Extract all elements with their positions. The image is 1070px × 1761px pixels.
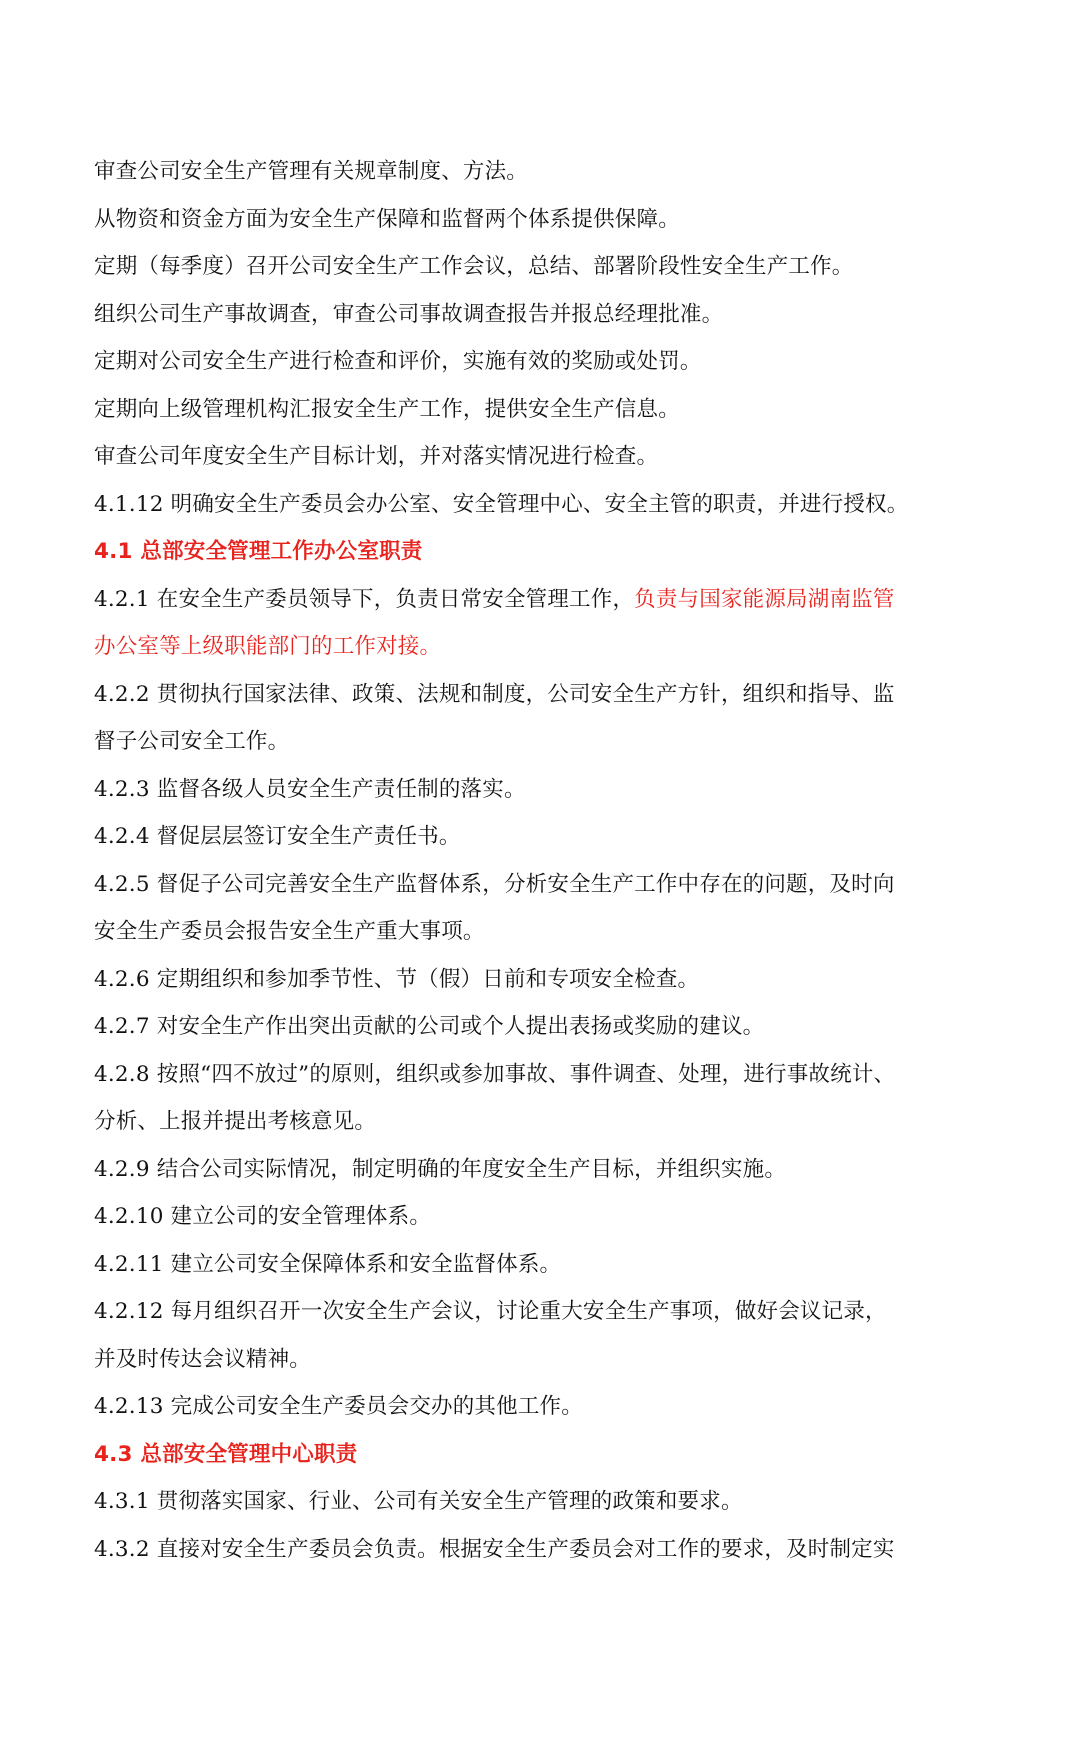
body-line: 并及时传达会议精神。	[94, 1346, 312, 1372]
body-line: 审查公司安全生产管理有关规章制度、方法。	[94, 159, 529, 184]
body-line: 审查公司年度安全生产目标计划，并对落实情况进行检查。	[94, 444, 659, 469]
clause-4-2-8: 4.2.8 按照“四不放过”的原则，组织或参加事故、事件调查、处理，进行事故统计、	[94, 1061, 896, 1087]
clause-4-3-1: 4.3.1 贯彻落实国家、行业、公司有关安全生产管理的政策和要求。	[94, 1489, 743, 1514]
clause-4-2-1-highlight-continued: 办公室等上级职能部门的工作对接。	[94, 634, 442, 659]
clause-4-2-6: 4.2.6 定期组织和参加季节性、节（假）日前和专项安全检查。	[94, 966, 700, 992]
clause-4-2-1-highlight: 负责与国家能源局湖南监管	[634, 586, 895, 612]
body-line: 从物资和资金方面为安全生产保障和监督两个体系提供保障。	[94, 206, 680, 232]
clause-4-2-5: 4.2.5 督促子公司完善安全生产监督体系，分析安全生产工作中存在的问题，及时向	[94, 871, 895, 897]
section-heading-4-1: 4.1 总部安全管理工作办公室职责	[94, 539, 423, 564]
clause-4-3-2: 4.3.2 直接对安全生产委员会负责。根据安全生产委员会对工作的要求，及时制定实	[94, 1536, 895, 1562]
section-heading-4-3: 4.3 总部安全管理中心职责	[94, 1441, 358, 1467]
clause-4-2-4: 4.2.4 督促层层签订安全生产责任书。	[94, 824, 461, 849]
body-line: 定期（每季度）召开公司安全生产工作会议，总结、部署阶段性安全生产工作。	[94, 254, 854, 279]
clause-4-2-11: 4.2.11 建立公司安全保障体系和安全监督体系。	[94, 1251, 562, 1277]
clause-4-2-3: 4.2.3 监督各级人员安全生产责任制的落实。	[94, 776, 526, 802]
clause-4-1-12: 4.1.12 明确安全生产委员会办公室、安全管理中心、安全主管的职责，并进行授权。	[94, 491, 909, 517]
clause-4-2-7: 4.2.7 对安全生产作出突出贡献的公司或个人提出表扬或奖励的建议。	[94, 1014, 765, 1039]
body-line: 安全生产委员会报告安全生产重大事项。	[94, 919, 485, 944]
clause-4-2-1	[94, 576, 994, 624]
clause-4-2-12: 4.2.12 每月组织召开一次安全生产会议，讨论重大安全生产事项，做好会议记录，	[94, 1299, 887, 1324]
body-line: 督子公司安全工作。	[94, 729, 290, 754]
clause-4-2-9: 4.2.9 结合公司实际情况，制定明确的年度安全生产目标，并组织实施。	[94, 1156, 787, 1182]
clause-4-2-2: 4.2.2 贯彻执行国家法律、政策、法规和制度，公司安全生产方针，组织和指导、监	[94, 681, 895, 707]
document-page	[94, 148, 994, 1573]
body-line: 组织公司生产事故调查，审查公司事故调查报告并报总经理批准。	[94, 301, 724, 327]
clause-4-2-1-text: 4.2.1 在安全生产委员领导下，负责日常安全管理工作，	[94, 586, 635, 612]
body-line: 定期向上级管理机构汇报安全生产工作，提供安全生产信息。	[94, 396, 680, 422]
clause-4-2-10: 4.2.10 建立公司的安全管理体系。	[94, 1204, 432, 1229]
clause-4-2-13: 4.2.13 完成公司安全生产委员会交办的其他工作。	[94, 1394, 583, 1419]
body-line: 分析、上报并提出考核意见。	[94, 1109, 377, 1134]
body-line: 定期对公司安全生产进行检查和评价，实施有效的奖励或处罚。	[94, 349, 702, 374]
